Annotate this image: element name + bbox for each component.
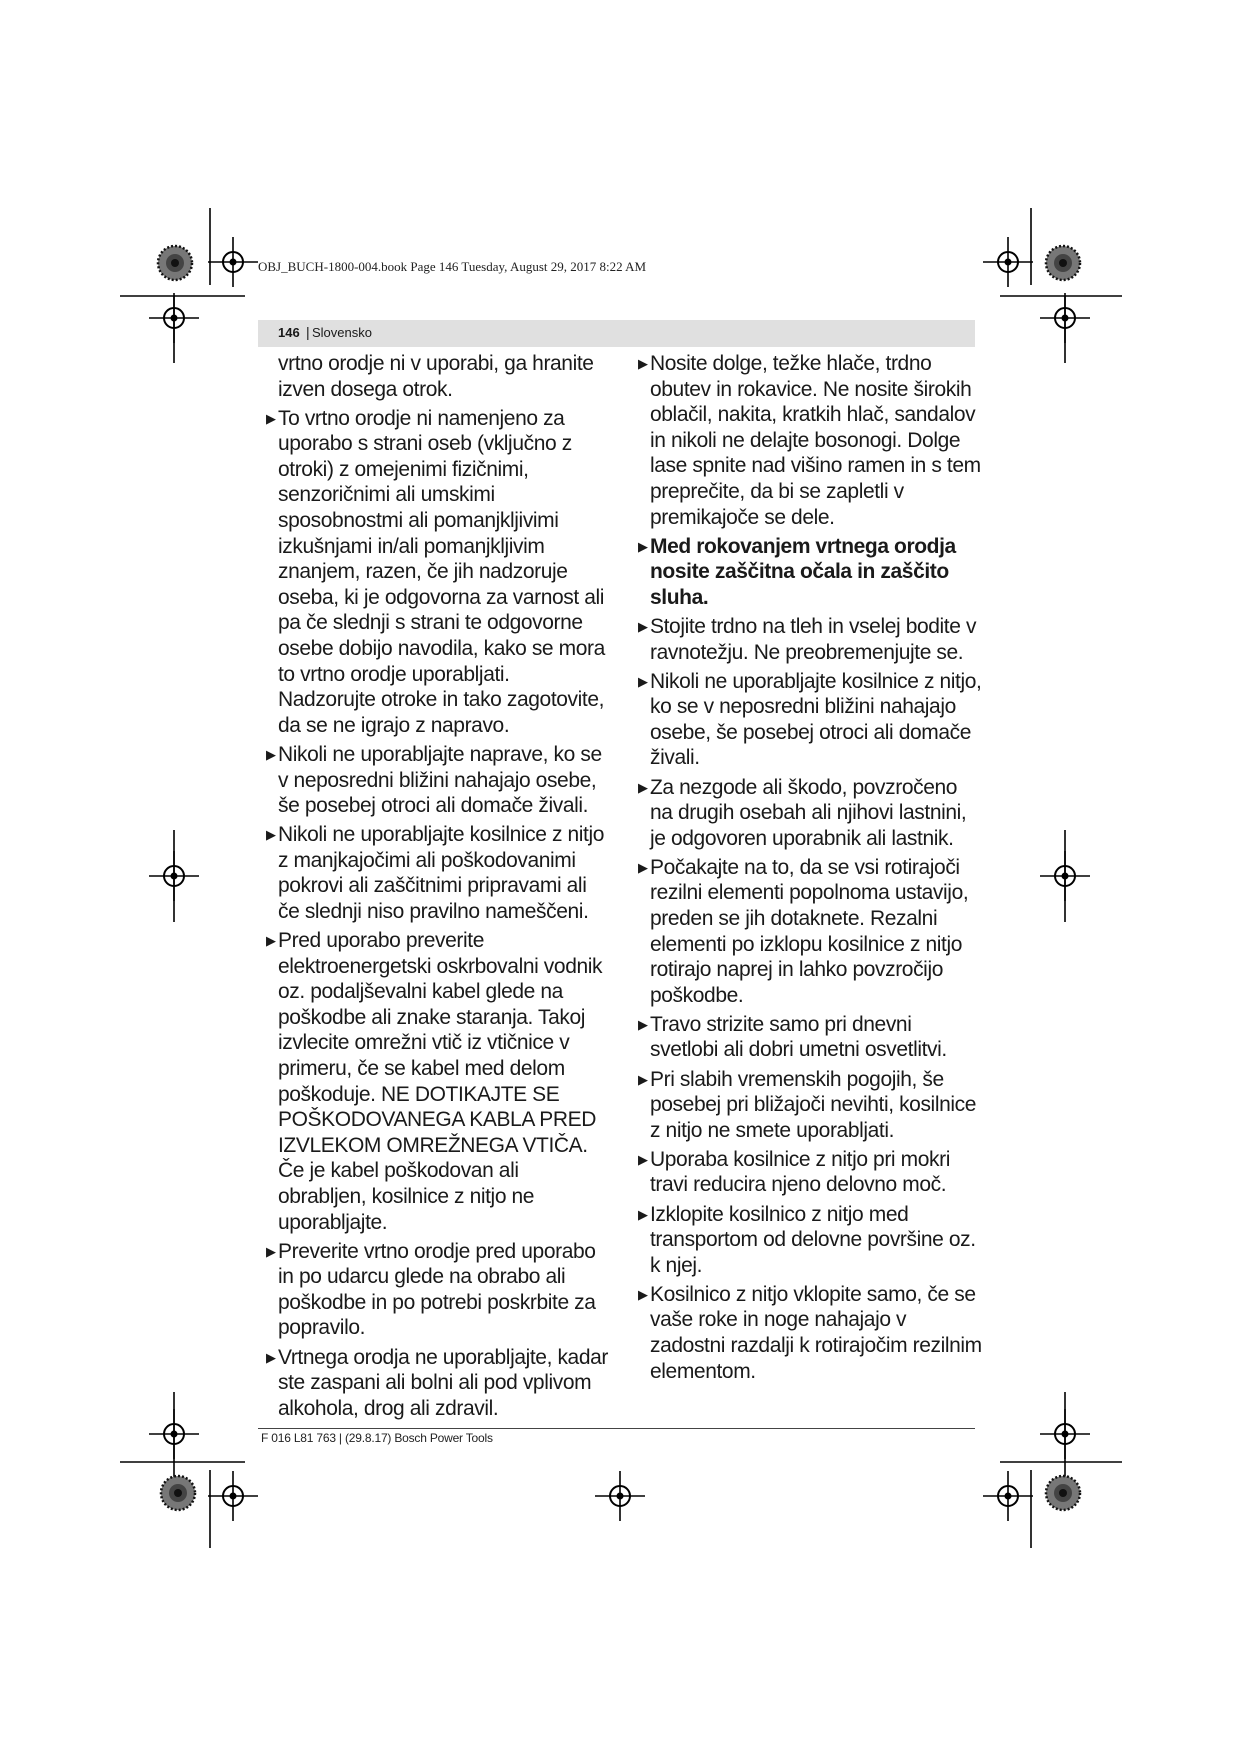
footer-divider (258, 1428, 975, 1429)
list-item-text: Nikoli ne uporabljajte naprave, ko se v neposredni bližini nahajajo osebe, še posebej otroci ali domače živali. (278, 742, 602, 818)
print-info-line: OBJ_BUCH-1800-004.book Page 146 Tuesday, August 29, 2017 8:22 AM (258, 259, 647, 274)
list-item (638, 614, 982, 665)
triangle-bullet-icon: ▶ (638, 538, 648, 554)
list-item-text: Preverite vrtno orodje pred uporabo in po udarcu glede na obrabo ali poškodbe in po potrebi poskrbite za popravilo. (278, 1239, 596, 1340)
list-item-text: Kosilnico z nitjo vklopite samo, če se vaše roke in noge nahajajo v zadostni razdalji k rotirajočim rezilnim elementom. (650, 1282, 982, 1383)
triangle-bullet-icon: ▶ (266, 827, 276, 843)
list-item (638, 351, 982, 530)
page-footer: F 016 L81 763 | (29.8.17) Bosch Power Tools (261, 1431, 493, 1445)
triangle-bullet-icon: ▶ (638, 673, 648, 689)
list-item-text: Vrtnega orodja ne uporabljajte, kadar ste zaspani ali bolni ali pod vplivom alkohola, drog ali zdravil. (278, 1345, 608, 1420)
list-item-text: Pri slabih vremenskih pogojih, še posebej pri bližajoči nevihti, kosilnice z nitjo ne smete uporabljati. (650, 1067, 977, 1142)
triangle-bullet-icon: ▶ (266, 410, 276, 426)
list-item (638, 1147, 982, 1198)
list-item-text: Med rokovanjem vrtnega orodja nosite zaščitna očala in zaščito sluha. (650, 534, 956, 609)
triangle-bullet-icon: ▶ (638, 1286, 648, 1302)
triangle-bullet-icon: ▶ (638, 1151, 648, 1167)
list-item (266, 928, 612, 1235)
list-item-text: Nikoli ne uporabljajte kosilnice z nitjo, ko se v neposredni bližini nahajajo osebe, še posebej otroci ali domače živali. (650, 669, 982, 770)
list-item (638, 855, 982, 1009)
list-item-text: Stojite trdno na tleh in vselej bodite v ravnotežju. Ne preobremenjujte se. (650, 614, 977, 664)
list-item-text: Počakajte na to, da se vsi rotirajoči rezilni elementi popolnoma ustavijo, preden se jih dotaknete. Rezalni elementi po izklopu kosilnice z nitjo rotirajo naprej in lahko povzročijo poškodbe. (650, 855, 969, 1007)
list-item (638, 1282, 982, 1384)
left-column (266, 351, 612, 1425)
list-item-text: Za nezgode ali škodo, povzročeno na drugih osebah ali njihovi lastnini, je odgovoren uporabnik ali lastnik. (650, 775, 967, 850)
continued-paragraph: vrtno orodje ni v uporabi, ga hranite izven dosega otrok. (278, 352, 594, 401)
triangle-bullet-icon: ▶ (266, 746, 276, 762)
list-item-text: Pred uporabo preverite elektroenergetski oskrbovalni vodnik oz. podaljševalni kabel glede na poškodbe ali znake staranja. Takoj izvlecite omrežni vtič iz vtičnice v primeru, če se kabel med delom poškoduje. NE DOTIKAJTE SE POŠKODOVANEGA KABLA PRED IZVLEKOM OMREŽNEGA VTIČA. Če je kabel poškodovan ali obrabljen, kosilnice z nitjo ne uporabljajte. (278, 929, 603, 1234)
list-item-text: Izklopite kosilnico z nitjo med transportom od delovne površine oz. k njej. (650, 1202, 976, 1277)
triangle-bullet-icon: ▶ (266, 933, 276, 949)
triangle-bullet-icon: ▶ (638, 1206, 648, 1222)
list-item (638, 1067, 982, 1144)
triangle-bullet-icon: ▶ (638, 859, 648, 875)
list-item (638, 1012, 982, 1063)
page-header (258, 320, 975, 347)
triangle-bullet-icon: ▶ (638, 1016, 648, 1032)
header-separator: | (306, 324, 310, 340)
triangle-bullet-icon: ▶ (638, 1071, 648, 1087)
right-column (638, 351, 982, 1388)
list-item (638, 669, 982, 771)
triangle-bullet-icon: ▶ (266, 1349, 276, 1365)
triangle-bullet-icon: ▶ (638, 618, 648, 634)
list-item-text: Nosite dolge, težke hlače, trdno obutev in rokavice. Ne nosite širokih oblačil, nakita, kratkih hlač, sandalov in nikoli ne delajte bosonogi. Dolge lase spnite nad višino ramen in s tem preprečite, da bi se zapletli v premikajoče se dele. (650, 352, 981, 529)
triangle-bullet-icon: ▶ (266, 1243, 276, 1259)
triangle-bullet-icon: ▶ (638, 356, 648, 371)
list-item (266, 742, 612, 819)
list-item-text: Uporaba kosilnice z nitjo pri mokri travi reducira njeno delovno moč. (650, 1147, 950, 1197)
page-number: 146 (278, 325, 300, 340)
list-item (266, 1345, 612, 1422)
list-item-text: Travo strizite samo pri dnevni svetlobi ali dobri umetni osvetlitvi. (650, 1012, 947, 1062)
list-item (266, 1239, 612, 1341)
list-item (266, 822, 612, 924)
list-item-text: Nikoli ne uporabljajte kosilnice z nitjo z manjkajočimi ali poškodovanimi pokrovi ali zaščitnimi pripravami ali če slednji niso pravilno nameščeni. (278, 823, 605, 923)
triangle-bullet-icon: ▶ (638, 779, 648, 795)
section-language: Slovensko (312, 325, 372, 340)
list-item (638, 775, 982, 852)
list-item (266, 406, 612, 739)
list-item-text: To vrtno orodje ni namenjeno za uporabo s strani oseb (vključno z otroki) z omejenimi fizičnimi, senzoričnimi ali umskimi sposobnostmi ali pomanjkljivimi izkušnjami in/ali pomanjkljivim znanjem, razen, če jih nadzoruje oseba, ki je odgovorna za varnost ali pa če slednji s strani te odgovorne osebe dobijo navodila, kako se mora to vrtno orodje uporabljati. Nadzorujte otroke in tako zagotovite, da se ne igrajo z napravo. (278, 406, 605, 737)
list-item-warning (638, 534, 982, 611)
list-item (638, 1202, 982, 1279)
